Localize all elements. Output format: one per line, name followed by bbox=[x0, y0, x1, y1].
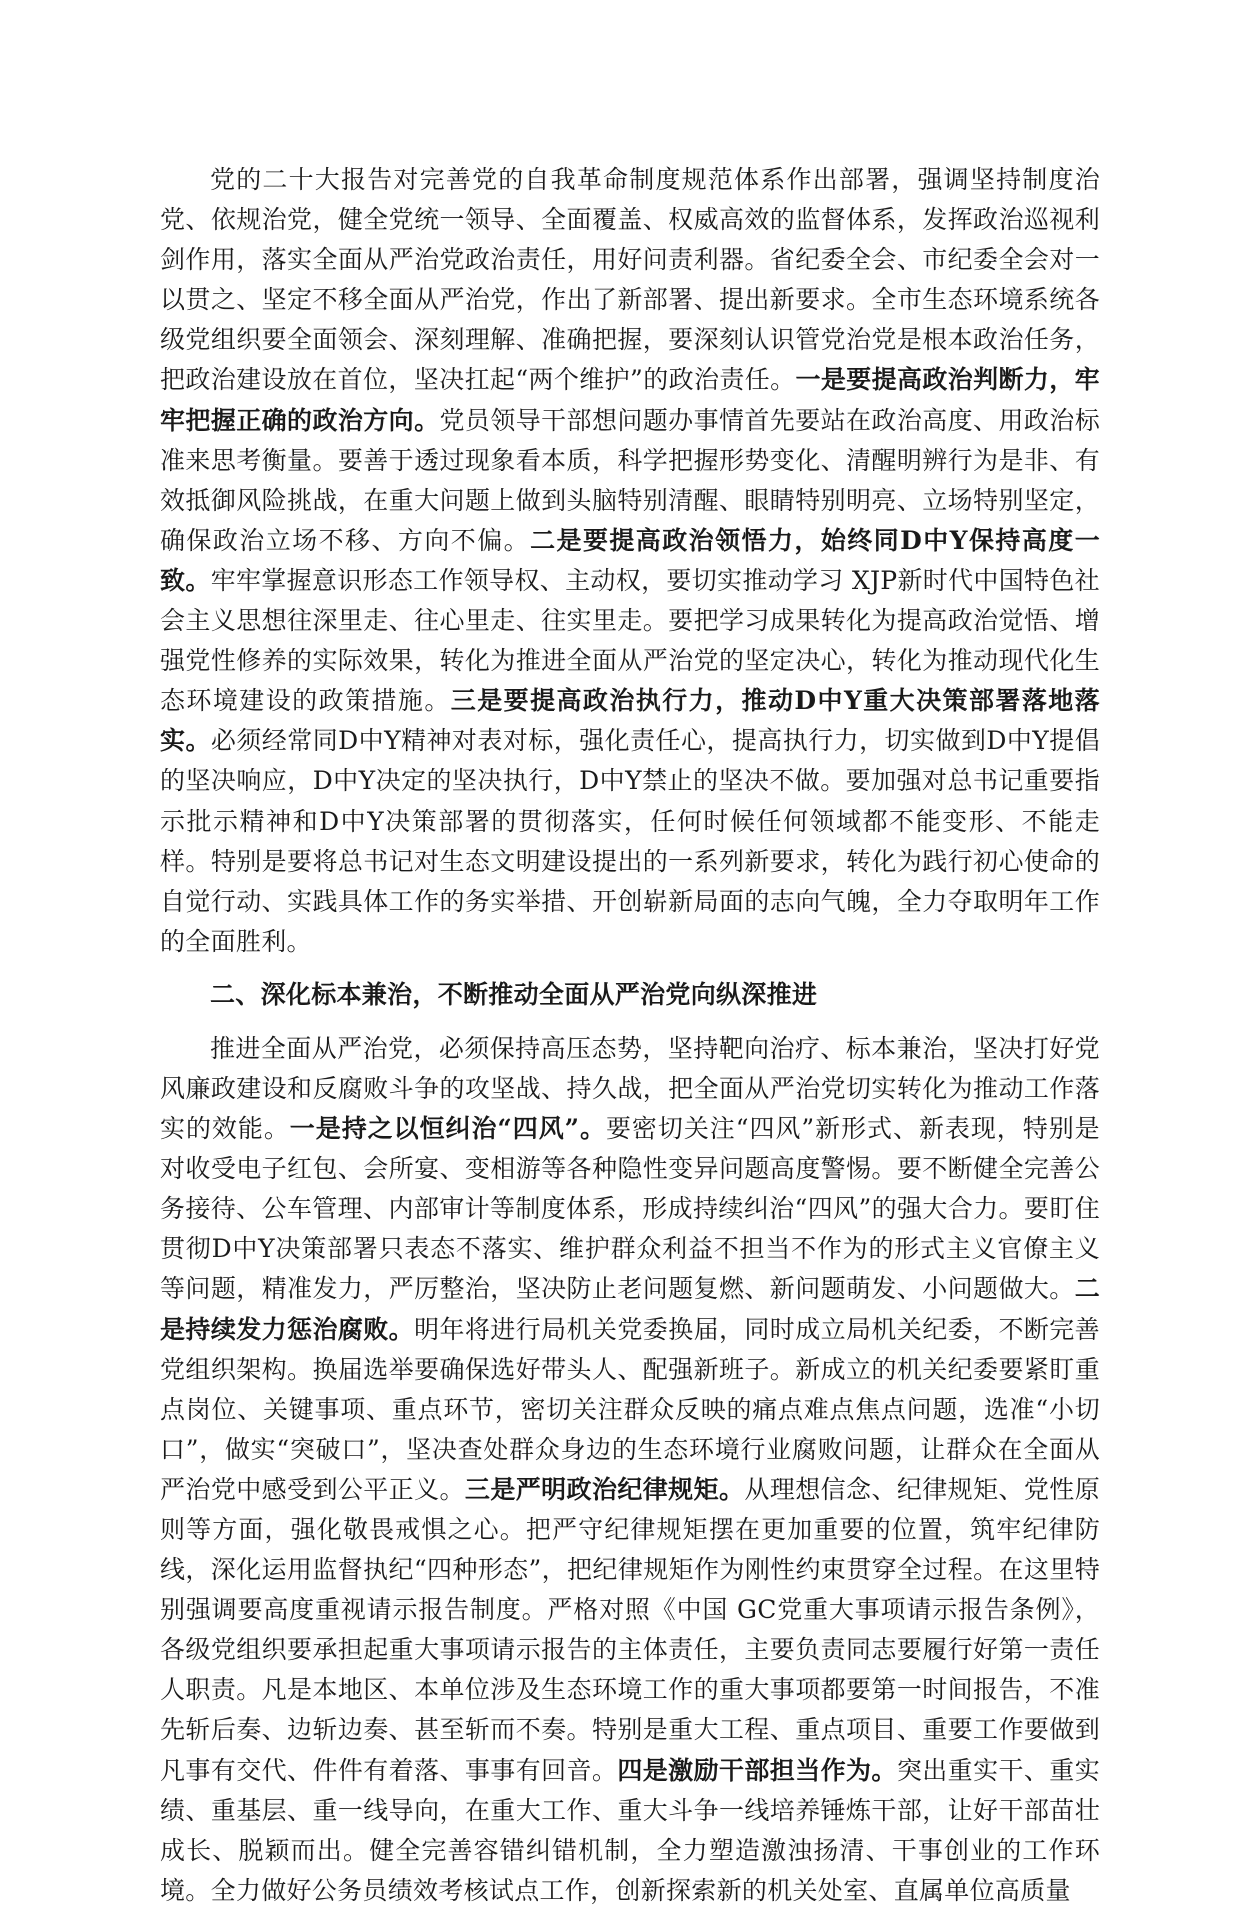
key-point: 四是激励干部担当作为。 bbox=[617, 1755, 897, 1785]
text-run: 推进全面从严治党，必须保持高压态势，坚持靶向治疗、标本兼治，坚决打好党风廉政建设和反腐败斗争的攻坚战、持久战，把全面从严治党切实转化为推动工作落实的效能。 bbox=[160, 1033, 1100, 1144]
section-heading: 二、深化标本兼治，不断推动全面从严治党向纵深推进 bbox=[210, 979, 818, 1009]
key-point: 一是持之以恒纠治“四风”。 bbox=[289, 1114, 606, 1144]
key-point: 三是严明政治纪律规矩。 bbox=[464, 1474, 745, 1504]
key-point: 二是要提高政治领悟力，始终同D中Y保持高度一致。 bbox=[160, 525, 1100, 595]
text-run: 必须经常同D中Y精神对表对标，强化责任心，提高执行力，切实做到D中Y提倡的坚决响应，D中Y决定的坚决执行，D中Y禁止的坚决不做。要加强对总书记重要指示批示精神和D中Y决策部署的贯彻落实，任何时候任何领域都不能变形、不能走样。特别是要将总书记对生态文明建设提出的一系列新要求，转化为践行初心使命的自觉行动、实践具体工作的务实举措、开创崭新局面的志向气魄，全力夺取明年工作的全面胜利。 bbox=[160, 726, 1100, 956]
text-run: 要密切关注“四风”新形式、新表现，特别是对收受电子红包、会所宴、变相游等各种隐性变异问题高度警惕。要不断健全完善公务接待、公车管理、内部审计等制度体系，形成持续纠治“四风”的强大合力。要盯住贯彻D中Y决策部署只表态不落实、维护群众利益不担当不作为的形式主义官僚主义等问题，精准发力，严厉整治，坚决防止老问题复燃、新问题萌发、小问题做大。 bbox=[160, 1114, 1100, 1304]
key-point: 二是持续发力惩治腐败。 bbox=[160, 1274, 1100, 1344]
document-page bbox=[160, 160, 1100, 1911]
text-run: 明年将进行局机关党委换届，同时成立局机关纪委，不断完善党组织架构。换届选举要确保选好带头人、配强新班子。新成立的机关纪委要紧盯重点岗位、关键事项、重点环节，密切关注群众反映的痛点难点焦点问题，选准“小切口”，做实“突破口”，坚决查处群众身边的生态环境行业腐败问题，让群众在全面从严治党中感受到公平正义。 bbox=[160, 1314, 1100, 1504]
text-run: 突出重实干、重实绩、重基层、重一线导向，在重大工作、重大斗争一线培养锤炼干部，让好干部苗壮成长、脱颖而出。健全完善容错纠错机制，全力塑造激浊扬清、干事创业的工作环境。全力做好公务员绩效考核试点工作，创新探索新的机关处室、直属单位高质量 bbox=[160, 1755, 1100, 1905]
key-point: 三是要提高政治执行力，推动D中Y重大决策部署落地落实。 bbox=[160, 686, 1100, 756]
text-run: 牢牢掌握意识形态工作领导权、主动权，要切实推动学习 XJP新时代中国特色社会主义思想往深里走、往心里走、往实里走。要把学习成果转化为提高政治觉悟、增强党性修养的实际效果，转化为推进全面从严治党的坚定决心，转化为推动现代化生态环境建设的政策措施。 bbox=[160, 565, 1100, 716]
key-point: 一是要提高政治判断力，牢牢把握正确的政治方向。 bbox=[160, 365, 1100, 435]
body-paragraph-1 bbox=[160, 160, 1100, 962]
body-paragraph-2 bbox=[160, 1029, 1100, 1911]
text-run: 从理想信念、纪律规矩、党性原则等方面，强化敬畏戒惧之心。把严守纪律规矩摆在更加重要的位置，筑牢纪律防线，深化运用监督执纪“四种形态”，把纪律规矩作为刚性约束贯穿全过程。在这里特别强调要高度重视请示报告制度。严格对照《中国 GC党重大事项请示报告条例》，各级党组织要承担起重大事项请示报告的主体责任，主要负责同志要履行好第一责任人职责。凡是本地区、本单位涉及生态环境工作的重大事项都要第一时间报告，不准先斩后奏、边斩边奏、甚至斩而不奏。特别是重大工程、重点项目、重要工作要做到凡事有交代、件件有着落、事事有回音。 bbox=[160, 1474, 1101, 1785]
text-run: 党员领导干部想问题办事情首先要站在政治高度、用政治标准来思考衡量。要善于透过现象看本质，科学把握形势变化、清醒明辨行为是非、有效抵御风险挑战，在重大问题上做到头脑特别清醒、眼睛特别明亮、立场特别坚定，确保政治立场不移、方向不偏。 bbox=[160, 405, 1100, 555]
text-run: 党的二十大报告对完善党的自我革命制度规范体系作出部署，强调坚持制度治党、依规治党，健全党统一领导、全面覆盖、权威高效的监督体系，发挥政治巡视利剑作用，落实全面从严治党政治责任，用好问责利器。省纪委全会、市纪委全会对一以贯之、坚定不移全面从严治党，作出了新部署、提出新要求。全市生态环境系统各级党组织要全面领会、深刻理解、准确把握，要深刻认识管党治党是根本政治任务，把政治建设放在首位，坚决扛起“两个维护”的政治责任。 bbox=[160, 165, 1100, 395]
